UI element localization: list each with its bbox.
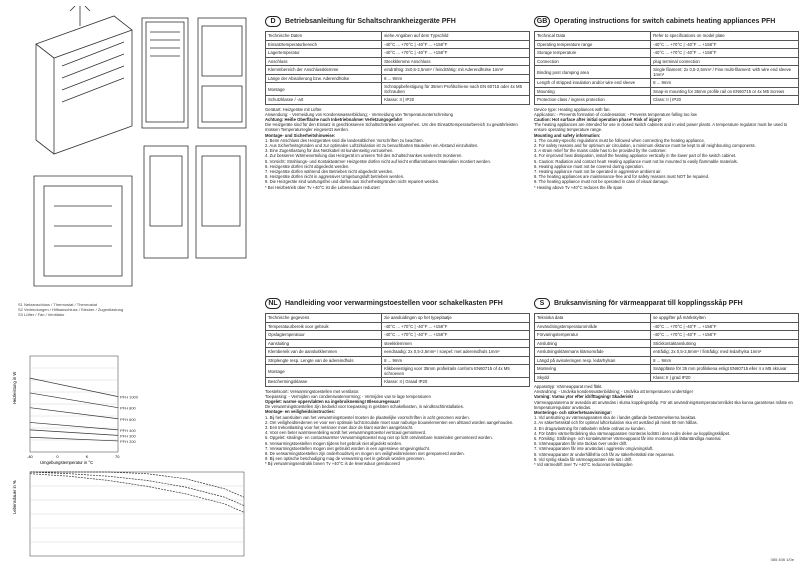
x-tick: -40 (27, 454, 33, 459)
spec-row (535, 322, 799, 331)
text-line: Toepassing: - Vermijden van condenswatervorming; - Vermijden van te lage temperaturen (265, 393, 431, 399)
spec-value: siehe Angaben auf dem Typschild (382, 32, 530, 41)
spec-row (535, 57, 799, 66)
text-line: Monterings- och säkerhetsanvisningar: (534, 410, 613, 416)
text-line: 1. Bij het aansluiten van het verwarmingstoestel moeten de plaatselijke voorschriften in acht genomen worden. (265, 414, 470, 420)
spec-row (266, 378, 530, 387)
spec-row (535, 79, 799, 88)
x-tick: K (85, 454, 89, 459)
spec-table (265, 31, 530, 105)
spec-value: Schnappbefestigung für 35mm Profilschiene nach EN 60715 oder 4x M5 Schrauben (382, 83, 530, 96)
spec-row (266, 57, 530, 66)
spec-row (535, 356, 799, 365)
text-line: Mounting and safety information: (534, 132, 601, 138)
spec-row (266, 322, 530, 331)
spec-row (266, 49, 530, 58)
spec-value: plug terminal connection (651, 57, 799, 66)
text-line: The heating appliances are intended for use in closed switch cabinets and in wind power plants. A temperature regulator must be used to ensure operating temperature range. (534, 122, 788, 133)
spec-value: 8 ... 9mm (651, 356, 799, 365)
spec-key: Anslutning (535, 339, 651, 348)
spec-value: zie aanduidingen op het typeplaatje (382, 314, 530, 323)
text-line: Montage- en veiligheidsinstructies: (265, 409, 336, 415)
spec-value: -40°C ... +70°C | -40°F ... +158°F (382, 40, 530, 49)
spec-key: Klembereik van de aansluitklemmen (266, 348, 382, 357)
text-line: Die Heizgeräte sind für den Einsatz in geschlossenen Schaltschränken vorgesehen. Um den Einsatztemperaturbereich zu gewährleisten müssen Temperaturregler eingesetzt werden. (265, 122, 518, 133)
section-nl (265, 296, 530, 467)
text-line: 6. Heating appliance must not be covered during operation. (534, 163, 644, 169)
text-line: Apparattyp: Värmeapparat med fläkt. (534, 384, 603, 389)
section-gb (534, 14, 799, 190)
spec-key: Connection (535, 57, 651, 66)
spec-value: -40°C ... +70°C | -40°F ... +158°F (651, 49, 799, 58)
x-tick: 0 (56, 454, 59, 459)
section-text (265, 389, 530, 467)
text-line: 2. Av säkerhetsskäl och för optimal luftcirkulation ska ett avstånd på minst 50 mm hållas. (534, 420, 698, 426)
text-line: Värmeapparaterna är avsedda att användas i slutna kopplingsskåp. För att användningstemperaturområdet ska kunna garanteras måste en temperaturregulator användas. (534, 399, 793, 410)
text-line: Application: - Prevents formation of condensation; - Prevents temperature falling too low (534, 111, 697, 117)
text-line: 9. The heating appliance must not be operated in case of visual damage. (534, 179, 669, 185)
spec-row (535, 373, 799, 382)
series-line (30, 408, 118, 419)
series-label: PFH 600 (120, 416, 136, 422)
series-line (30, 378, 118, 396)
spec-key: Binding post clamping area (535, 66, 651, 79)
spec-value: 8 ... 9mm (651, 79, 799, 88)
text-line: 7. Verwarmingstoestellen mogen niet gebruikt worden in een agressieve omgevingslucht. (265, 445, 431, 451)
spec-row (535, 66, 799, 79)
text-line: 2. For safety reasons and for optimum air circulation, a minimum distance must be kept to all neighbouring components. (534, 142, 756, 148)
text-line: 8. The heating appliances are maintenance-free and for safety reasons must NOT be repaired. (534, 174, 710, 180)
spec-key: Striplengte resp. Lengte van de adereindhuls (266, 356, 382, 365)
text-line: 5. Opgelet: stralings- en contactwarmte! Verwarmingstoestel mag niet op licht ontvlambare materialen gemonteerd worden. (265, 435, 493, 441)
spec-key: Technische gegevens (266, 314, 382, 323)
spec-value: -40°C ... +70°C | -40°F ... +158°F (382, 322, 530, 331)
section-de (265, 14, 530, 190)
lang-badge: GB (534, 16, 550, 27)
text-line: 3. Een trekontlasting voor het netsnoer moet door de klant worden aangebracht. (265, 424, 414, 430)
spec-value: Klikbevestiging voor 35mm profielrails conform EN60715 of 4x M5 schroeven (382, 365, 530, 378)
lang-badge: NL (265, 298, 281, 309)
spec-row (535, 331, 799, 340)
text-line: 9. Bij een optische beschadiging mag de verwarming niet in gebruik worden genomen. (265, 456, 425, 462)
spec-key: Skydd (535, 373, 651, 382)
section-se (534, 296, 799, 467)
spec-value: Refer to specifications on model plate (651, 32, 799, 41)
spec-key: Storage temperature (535, 49, 651, 58)
text-line: Montage- und Sicherheitshinweise: (265, 132, 336, 138)
spec-row (266, 83, 530, 96)
spec-value: Klasse: II | IP20 (382, 96, 530, 105)
text-line: 7. Heating appliance must not be operated in aggressive ambient air. (534, 168, 662, 174)
spec-key: Temperatuurbereik voor gebruik (266, 322, 382, 331)
spec-value: Stickkontaktanslutning (651, 339, 799, 348)
section-text (534, 384, 799, 467)
text-line: * Bei Heizbetrieb über Tv +40°C ist die Lebensdauer reduziert (265, 184, 380, 190)
text-line: 3. Eine Zugentlastung für das Netzkabel ist kundenseitig vorzusehen. (265, 148, 394, 154)
text-line: 5. Caution: Radiation and contact heat! Heating appliance must not be mounted to easily flammable materials. (534, 158, 738, 164)
spec-row (266, 66, 530, 75)
series-label: PFH 400 (120, 427, 136, 433)
text-line: 1. The country-specific regulations must be followed when connecting the heating appliance. (534, 137, 706, 143)
spec-key: Opslagtemperatuur (266, 331, 382, 340)
section-title: Betriebsanleitung für Schaltschrankheizgeräte PFH (285, 17, 456, 25)
spec-value: Klasse: II | Graad IP20 (382, 378, 530, 387)
section-text (534, 107, 799, 190)
spec-value: eindrähtig: 2x0,5-2,5mm² / feindrähtig: mit Aderendhülse 1mm² (382, 66, 530, 75)
spec-value: Snäppfäste för 35 mm profilskena enligt EN60715 eller 4 x M5 skruvar (651, 365, 799, 374)
spec-value: -40°C ... +70°C | -40°F ... +158°F (651, 40, 799, 49)
text-line: 9. Vid synlig skada får värmeapparaten inte tas i drift. (534, 456, 633, 462)
text-line: 1. Vid anslutning av värmeapparaten ska de i landet gällande bestämmelserna beaktas. (534, 415, 697, 421)
spec-key: Lagertemperatur (266, 49, 382, 58)
text-line: 2. Om veiligheidsredenen en voor een optimale luchtcirculatie moet naar naburige bouwelementen een afstand worden aangehouden. (265, 419, 514, 425)
spec-row (535, 365, 799, 374)
series-label: PFH 800 (120, 405, 136, 411)
spec-row (266, 32, 530, 41)
spec-value: Steckklemme Anschluss (382, 57, 530, 66)
spec-row (266, 40, 530, 49)
section-title: Bruksanvisning för värmeapparat till kopplingsskåp PFH (554, 299, 743, 307)
spec-key: Mounting (535, 87, 651, 96)
text-line: 2. Aus Sicherheitsgründen und zur optimalen Luftzirkulation ist zu benachbarten Bauteilen ein Abstand einzuhalten. (265, 142, 479, 148)
spec-value: -40°C ... +70°C | -40°F ... +158°F (382, 331, 530, 340)
spec-row (535, 87, 799, 96)
series-line (30, 422, 118, 429)
spec-key: Förvaringstemperatur (535, 331, 651, 340)
text-line: Toestelsoort: Verwarmingstoestellen met ventilator. (265, 388, 360, 394)
text-line: Achtung: Heiße Oberfläche nach Inbetriebnahme! Verletzungsgefahr! (265, 116, 403, 122)
series-label: PFH 200 (120, 438, 136, 444)
text-line: * Vid värmedrift över Tv +40°C reduceras livslängden (534, 462, 633, 468)
spec-row (266, 96, 530, 105)
text-line: 8. Värmeapparater är underhållsfria och får av säkerhetsskäl inte repareras. (534, 451, 675, 457)
text-line: Användning: - Undvika kondensvattenbildning; - Undvika att temperaturen understiger (534, 389, 693, 395)
spec-value: 8 ... 9mm (382, 356, 530, 365)
lang-badge: D (265, 16, 281, 27)
text-line: 6. Verwarmingstoestellen mogen tijdens het gebruik niet afgedekt worden. (265, 440, 403, 446)
spec-key: Montage (266, 83, 382, 96)
spec-value: -40°C ... +70°C | -40°F ... +158°F (651, 322, 799, 331)
spec-table (534, 31, 799, 105)
spec-value: steekklemmen (382, 339, 530, 348)
text-line: Caution: Hot surface after initial operation phase! Risk of injury! (534, 116, 662, 122)
section-text (265, 107, 530, 190)
y-axis-label: Heizleistung in W (12, 371, 17, 404)
series-label: PFH 300 (120, 433, 136, 439)
spec-key: Tekniska data (535, 314, 651, 323)
spec-key: Länge der Abisolierung bzw. Aderendhülse (266, 74, 382, 83)
spec-key: Montage (266, 365, 382, 378)
spec-row (266, 348, 530, 357)
text-line: 1. Beim Anschluss des Heizgerätes sind die landesüblichen Vorschriften zu beachten. (265, 137, 424, 143)
text-line: 6. Heizgeräte dürfen nicht abgedeckt werden. (265, 163, 350, 169)
spec-key: Technical Data (535, 32, 651, 41)
spec-row (266, 356, 530, 365)
text-line: 5. Försiktig: Strålnings- och kontaktvärme! Värmeapparat får inte monteras på lättantändliga material. (534, 436, 722, 442)
series-line (30, 430, 118, 436)
spec-row (535, 32, 799, 41)
heating-chart (8, 352, 252, 564)
text-line: * Bij verwarmingsendrukk boven Tv +40°C is de levensduur gereduceerd (265, 461, 400, 467)
spec-value: Klass: II | grad IP20 (651, 373, 799, 382)
x-tick: 70 (115, 454, 120, 459)
text-line: Opgelet: warme oppervlakten na ingebruikneming! Blessuregevaar! (265, 398, 400, 404)
product-drawing (14, 6, 254, 306)
spec-value: -40°C ... +70°C | -40°F ... +158°F (382, 49, 530, 58)
text-line: 3. A strain relief for the mains cable has to be provided by the customer. (534, 148, 667, 154)
x-axis-label: Umgebungstemperatur in °C (40, 460, 94, 465)
text-line: 6. Värmeapparaten får inte täckas över under drift. (534, 441, 628, 447)
spec-key: Längd på avisoleringen resp. ledarhylsan (535, 356, 651, 365)
section-title: Handleiding voor verwarmingstoestellen voor schakelkasten PFH (285, 299, 503, 307)
spec-key: Klemmbereich der Anschlussklemme (266, 66, 382, 75)
text-line: 5. Vorsicht: Strahlungs- und Kontaktwärme! Heizgeräte dürfen nicht auf leicht entflammbaren Materialien montiert werden. (265, 158, 492, 164)
spec-row (266, 339, 530, 348)
spec-row (535, 96, 799, 105)
lang-badge: S (534, 298, 550, 309)
series-line (30, 437, 118, 441)
text-line: 8. De verwarmingstoestellen zijn onderhoudsvrij en mogen om veiligheidsredenen niet gerepareerd worden. (265, 450, 465, 456)
spec-value: -40°C ... +70°C | -40°F ... +158°F (651, 331, 799, 340)
spec-table (534, 313, 799, 382)
spec-row (535, 49, 799, 58)
section-title: Operating instructions for switch cabinets heating appliances PFH (554, 17, 776, 25)
spec-value: se uppgifter på märkskylten (651, 314, 799, 323)
text-line: 4. Voor een beter warmteverdeling wordt het verwarmingstoestel verticaal gemonteerd. (265, 430, 427, 436)
text-line: 7. Värmeapparaten får inte användas i aggressiv omgivningsluft. (534, 446, 654, 452)
spec-row (535, 348, 799, 357)
drawing-legend: S1 Netzanschluss / Thermostat / Thermostat S2 Verbindungen / Hilfsanschluss / Stecker / Zugentlastung S3 Lüfter / Fan / Ventilator (18, 302, 124, 317)
spec-key: Technische Daten (266, 32, 382, 41)
spec-value: Snap-in mounting for 35mm profile rail on EN60715 or 4x M5 Screws (651, 87, 799, 96)
spec-value: Class: II | IP20 (651, 96, 799, 105)
series-label: PFH 1000 (120, 394, 139, 400)
spec-row (266, 365, 530, 378)
text-line: Device type: Heating appliances with fan. (534, 106, 611, 112)
spec-key: Anslutningsklämmans klämområde (535, 348, 651, 357)
doc-number: 085 406 1/0e (770, 557, 794, 562)
spec-row (266, 331, 530, 340)
spec-key: Beschermingsklasse (266, 378, 382, 387)
spec-key: Aansluiting (266, 339, 382, 348)
spec-key: Operating temperature range (535, 40, 651, 49)
spec-key: Användningstemperaturområde (535, 322, 651, 331)
text-line: 8. Heizgeräte dürfen nicht in aggressiver Umgebungsluft betrieben werden. (265, 174, 405, 180)
series-line (30, 393, 118, 408)
spec-row (266, 314, 530, 323)
spec-key: Schutzklasse / -art (266, 96, 382, 105)
text-line: * Heating above Tv +40°C reduces the life span (534, 184, 623, 190)
text-line: 3. En dragavlastning för nätkabeln måste ordnas av kunden. (534, 425, 646, 431)
spec-key: Anschluss (266, 57, 382, 66)
spec-value: eendraadig: 2x 0,5-2,5mm² / soepel: met adereindhuls 1mm² (382, 348, 530, 357)
spec-row (535, 314, 799, 323)
series-line (30, 474, 244, 513)
text-line: 4. For improved heat dissipation, install the heating appliance vertically in the lower part of the switch cabinet. (534, 153, 737, 159)
text-line: 4. För bättre värmefördelning ska värmeapparaten monteras lodrätt i den nedre delen av kopplingsskåpet. (534, 430, 731, 436)
spec-key: Einsatztemperaturbereich (266, 40, 382, 49)
left-panel (0, 0, 256, 567)
spec-value: 8 ... 9mm (382, 74, 530, 83)
text-line: Gerätart: Heizgeräte mit Lüfter. (265, 106, 323, 112)
y-axis-label: Lebensdauer in % (12, 480, 17, 514)
series-line (30, 472, 244, 497)
spec-key: Montering (535, 365, 651, 374)
text-line: De verwarmingstoestellen zijn bedoeld voor toepassing in gesloten schakelkasten, in windkrachtinstallaties. (265, 404, 465, 410)
text-line: Varning: Varma ytor efter idrifttagning! Skaderisk! (534, 394, 634, 400)
spec-value: entrådig: 2x 0,5-2,5mm² / fintrådig: med ledarhylsa 1mm² (651, 348, 799, 357)
spec-table (265, 313, 530, 387)
text-line: Anwendung: - Vermeidung von Kondenswasserbildung; - Vermeidung von Temperaturunterschreitung (265, 111, 454, 117)
spec-row (535, 339, 799, 348)
text-line: 7. Heizgeräte dürfen während des Betriebes nicht abgedeckt werden. (265, 168, 394, 174)
spec-row (535, 40, 799, 49)
spec-key: Length of stripped insulation and/or wire end sleeve (535, 79, 651, 88)
spec-key: Protection class / ingress protection (535, 96, 651, 105)
spec-value: Single filament: 2x 0,5-2,5mm² / Fine multi-filament: with wire end sleeve 1mm² (651, 66, 799, 79)
text-line: 9. Die Heizgeräte sind wartungsfrei und dürfen aus Sicherheitsgründen nicht repariert werden. (265, 179, 440, 185)
text-line: 4. Zur besseren Wärmeverteilung das Heizgerät im unteren Teil des Schaltschrankes senkrecht montieren. (265, 153, 463, 159)
spec-row (266, 74, 530, 83)
